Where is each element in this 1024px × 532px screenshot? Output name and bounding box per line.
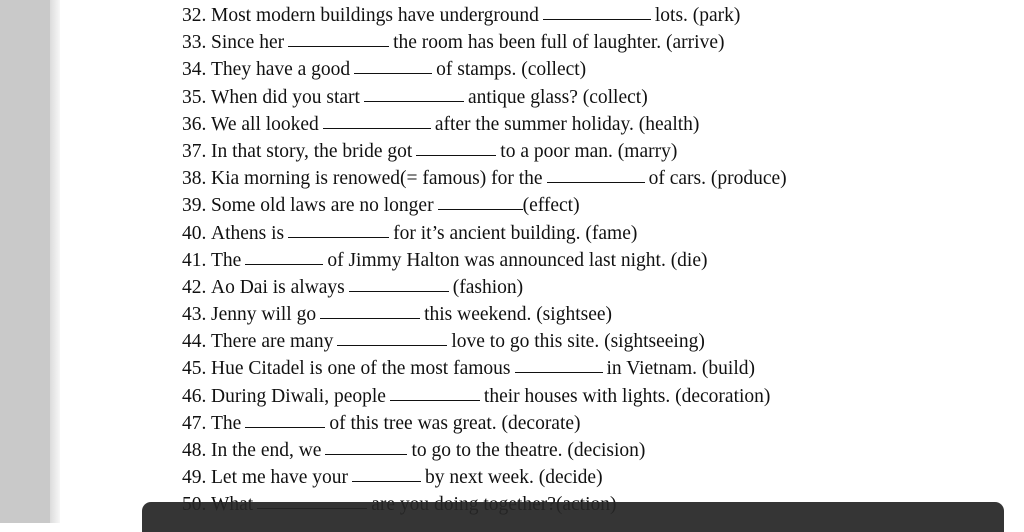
- item-text-after: of this tree was great. (decorate): [329, 412, 581, 434]
- item-text-before: Athens is: [211, 222, 285, 244]
- answer-blank[interactable]: [288, 220, 389, 238]
- left-margin-bar: [0, 0, 50, 523]
- exercise-item: [182, 383, 787, 410]
- item-number: 34.: [182, 59, 207, 81]
- left-margin-shadow: [50, 0, 60, 523]
- answer-blank[interactable]: [547, 165, 645, 183]
- item-text-after: (fashion): [452, 276, 524, 298]
- item-text-after: (effect): [522, 195, 580, 217]
- item-text-after: by next week. (decide): [425, 467, 603, 489]
- item-text-after: antique glass? (collect): [467, 86, 648, 108]
- item-text-before: The: [211, 249, 242, 271]
- answer-blank[interactable]: [543, 2, 651, 20]
- item-text-after: lots. (park): [654, 5, 741, 26]
- item-text-before: In the end, we: [211, 440, 322, 461]
- item-text-before: Most modern buildings have underground: [211, 5, 539, 26]
- exercise-item: [182, 192, 787, 219]
- item-text-after: love to go this site. (sightseeing): [451, 331, 705, 353]
- item-text-after: in Vietnam. (build): [606, 358, 755, 380]
- item-number: 43.: [182, 304, 207, 326]
- answer-blank[interactable]: [364, 84, 464, 102]
- item-text-before: Jenny will go: [211, 304, 317, 326]
- answer-blank[interactable]: [390, 383, 480, 401]
- answer-blank[interactable]: [323, 111, 431, 129]
- answer-blank[interactable]: [245, 247, 323, 265]
- item-text-before: Hue Citadel is one of the most famous: [211, 358, 511, 380]
- item-number: 33.: [182, 32, 207, 54]
- item-text-after: after the summer holiday. (health): [434, 113, 700, 135]
- item-number: 38.: [182, 168, 207, 190]
- item-text-before: In that story, the bride got: [211, 140, 413, 162]
- item-number: 48.: [182, 440, 207, 461]
- item-text-before: Let me have your: [211, 467, 348, 489]
- bottom-toolbar-overlay: [142, 502, 1004, 532]
- item-number: 41.: [182, 249, 207, 271]
- exercise-item: [182, 84, 787, 111]
- item-text-after: to go to the theatre. (decision): [411, 440, 646, 461]
- item-text-before: Some old laws are no longer: [211, 195, 434, 217]
- exercise-item: [182, 410, 787, 437]
- exercise-item: [182, 165, 787, 192]
- item-number: 42.: [182, 276, 207, 298]
- exercise-item: [182, 111, 787, 138]
- answer-blank[interactable]: [416, 138, 496, 156]
- item-text-before: They have a good: [211, 59, 351, 81]
- answer-blank[interactable]: [245, 410, 325, 428]
- answer-blank[interactable]: [349, 274, 449, 292]
- item-number: 40.: [182, 222, 207, 244]
- exercise-item: [182, 355, 787, 382]
- exercise-item: [182, 274, 787, 301]
- item-text-before: Since her: [211, 32, 285, 54]
- exercise-item: [182, 2, 787, 29]
- item-text-after: their houses with lights. (decoration): [483, 385, 771, 407]
- item-text-after: of stamps. (collect): [436, 59, 587, 81]
- item-number: 49.: [182, 467, 207, 489]
- exercise-item: [182, 220, 787, 247]
- exercise-item: [182, 29, 787, 56]
- answer-blank[interactable]: [354, 56, 432, 74]
- item-text-before: Ao Dai is always: [211, 276, 345, 298]
- item-text-after: of Jimmy Halton was announced last night. (die): [327, 249, 708, 271]
- item-number: 32.: [182, 5, 207, 26]
- item-text-after: the room has been full of laughter. (arrive): [393, 32, 725, 54]
- answer-blank[interactable]: [515, 355, 603, 373]
- item-text-after: to a poor man. (marry): [500, 140, 678, 162]
- answer-blank[interactable]: [325, 437, 407, 455]
- item-text-after: of cars. (produce): [648, 168, 787, 190]
- item-text-before: There are many: [211, 331, 334, 353]
- exercise-item: [182, 328, 787, 355]
- item-number: 37.: [182, 140, 207, 162]
- answer-blank[interactable]: [320, 301, 420, 319]
- item-number: 36.: [182, 113, 207, 135]
- item-text-before: The: [211, 412, 242, 434]
- item-number: 39.: [182, 195, 207, 217]
- exercise-item: [182, 247, 787, 274]
- item-text-before: During Diwali, people: [211, 385, 386, 407]
- item-text-before: Kia morning is renowed(= famous) for the: [211, 168, 543, 190]
- answer-blank[interactable]: [352, 464, 421, 482]
- exercise-item: [182, 301, 787, 328]
- item-number: 46.: [182, 385, 207, 407]
- item-text-after: this weekend. (sightsee): [424, 304, 613, 326]
- item-text-before: We all looked: [211, 113, 319, 135]
- item-number: 47.: [182, 412, 207, 434]
- exercise-item: [182, 138, 787, 165]
- item-number: 44.: [182, 331, 207, 353]
- item-text-after: for it’s ancient building. (fame): [393, 222, 638, 244]
- exercise-item: [182, 437, 787, 464]
- item-number: 45.: [182, 358, 207, 380]
- exercise-item: [182, 56, 787, 83]
- answer-blank[interactable]: [288, 29, 389, 47]
- exercise-item: [182, 464, 787, 491]
- item-text-before: When did you start: [211, 86, 360, 108]
- answer-blank[interactable]: [337, 328, 447, 346]
- exercise-list: [182, 2, 787, 519]
- answer-blank[interactable]: [438, 192, 523, 210]
- item-number: 35.: [182, 86, 207, 108]
